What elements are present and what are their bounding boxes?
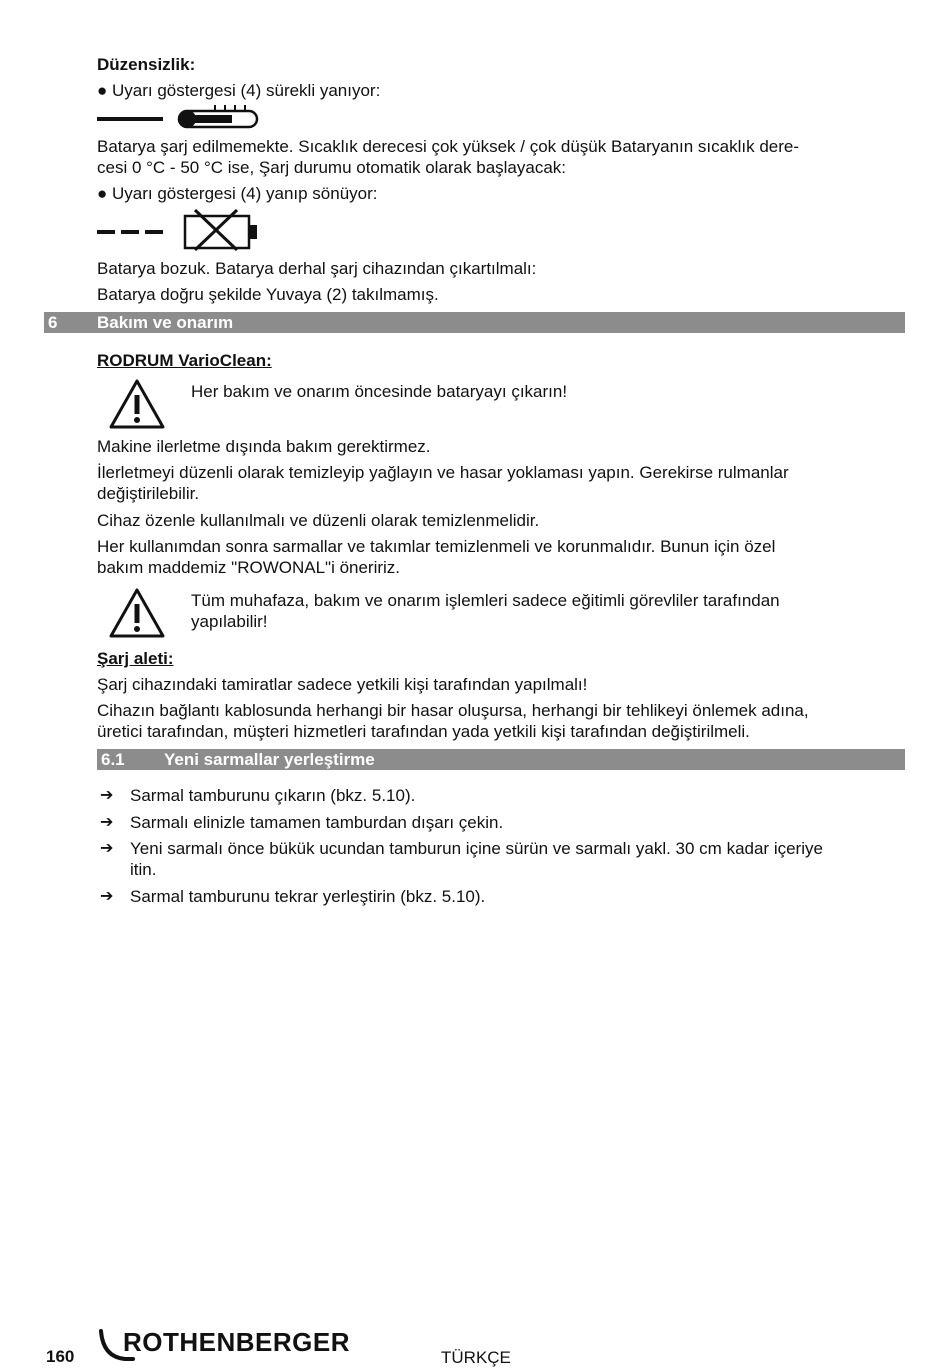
arrow-right-icon: ➔ — [100, 840, 114, 857]
step-3-line2: itin. — [130, 860, 157, 879]
thermometer-icon — [97, 104, 267, 132]
paragraph-clean-line2: değiştirilebilir. — [97, 484, 200, 503]
warning-triangle-icon — [108, 378, 166, 430]
warning-2-line2: yapılabilir! — [191, 612, 268, 631]
section-6-header — [44, 312, 905, 333]
paragraph-care: Cihaz özenle kullanılmalı ve düzenli olarak temizlenmelidir. — [97, 511, 540, 530]
paragraph-charger-repair: Şarj cihazındaki tamiratlar sadece yetkili kişi tarafından yapılmalı! — [97, 675, 588, 694]
paragraph-cable-line2: üretici tarafından, müşteri hizmetleri tarafından yada yetkili kişi tarafından değiştirilmeli. — [97, 722, 750, 741]
arrow-right-icon: ➔ — [100, 787, 114, 804]
warning-1-text: Her bakım ve onarım öncesinde bataryayı çıkarın! — [191, 382, 568, 401]
section-6-number: 6 — [48, 313, 58, 332]
section-6-1-header — [97, 749, 905, 770]
language-label: TÜRKÇE — [441, 1348, 511, 1367]
section-6-title: Bakım ve onarım — [97, 313, 234, 332]
battery-temp-line1: Batarya şarj edilmemekte. Sıcaklık derecesi çok yüksek / çok düşük Bataryanın sıcaklık dere- — [97, 137, 800, 156]
section-6-1-title: Yeni sarmallar yerleştirme — [164, 750, 375, 769]
step-4: Sarmal tamburunu tekrar yerleştirin (bkz. 5.10). — [130, 887, 486, 906]
paragraph-clean-line1: İlerletmeyi düzenli olarak temizleyip yağlayın ve hasar yoklaması yapın. Gerekirse rulmanlar — [97, 463, 789, 482]
page-number: 160 — [46, 1347, 75, 1366]
rodrum-heading: RODRUM VarioClean: — [97, 351, 272, 370]
warning-2-line1: Tüm muhafaza, bakım ve onarım işlemleri sadece eğitimli görevliler tarafından — [191, 591, 780, 610]
paragraph-rowonal-line1: Her kullanımdan sonra sarmallar ve takımlar temizlenmeli ve korunmalıdır. Bunun için özel — [97, 537, 776, 556]
battery-temp-line2: cesi 0 °C - 50 °C ise, Şarj durumu otomatik olarak başlayacak: — [97, 158, 567, 177]
warning-triangle-icon — [108, 587, 166, 639]
indicator-blink-text: ● Uyarı göstergesi (4) yanıp sönüyor: — [97, 184, 378, 203]
brand-name: ROTHENBERGER — [123, 1327, 351, 1357]
paragraph-maintenance: Makine ilerletme dışında bakım gerektirmez. — [97, 437, 431, 456]
step-1: Sarmal tamburunu çıkarın (bkz. 5.10). — [130, 786, 416, 805]
step-2: Sarmalı elinizle tamamen tamburdan dışarı çekin. — [130, 813, 504, 832]
paragraph-cable-line1: Cihazın bağlantı kablosunda herhangi bir hasar oluşursa, herhangi bir tehlikeyi önlemek adına, — [97, 701, 809, 720]
battery-defect-text: Batarya bozuk. Batarya derhal şarj cihazından çıkartılmalı: — [97, 259, 537, 278]
step-3-line1: Yeni sarmalı önce bükük ucundan tamburun içine sürün ve sarmalı yakl. 30 cm kadar içeriye — [130, 839, 823, 858]
battery-not-seated-text: Batarya doğru şekilde Yuvaya (2) takılmamış. — [97, 285, 439, 304]
fault-heading: Düzensizlik: — [97, 55, 196, 74]
arrow-right-icon: ➔ — [100, 888, 114, 905]
charger-heading: Şarj aleti: — [97, 649, 174, 668]
battery-crossed-icon — [97, 208, 267, 252]
paragraph-rowonal-line2: bakım maddemiz "ROWONAL"i öneririz. — [97, 558, 401, 577]
section-6-1-number: 6.1 — [101, 750, 125, 769]
indicator-on-text: ● Uyarı göstergesi (4) sürekli yanıyor: — [97, 81, 381, 100]
arrow-right-icon: ➔ — [100, 814, 114, 831]
